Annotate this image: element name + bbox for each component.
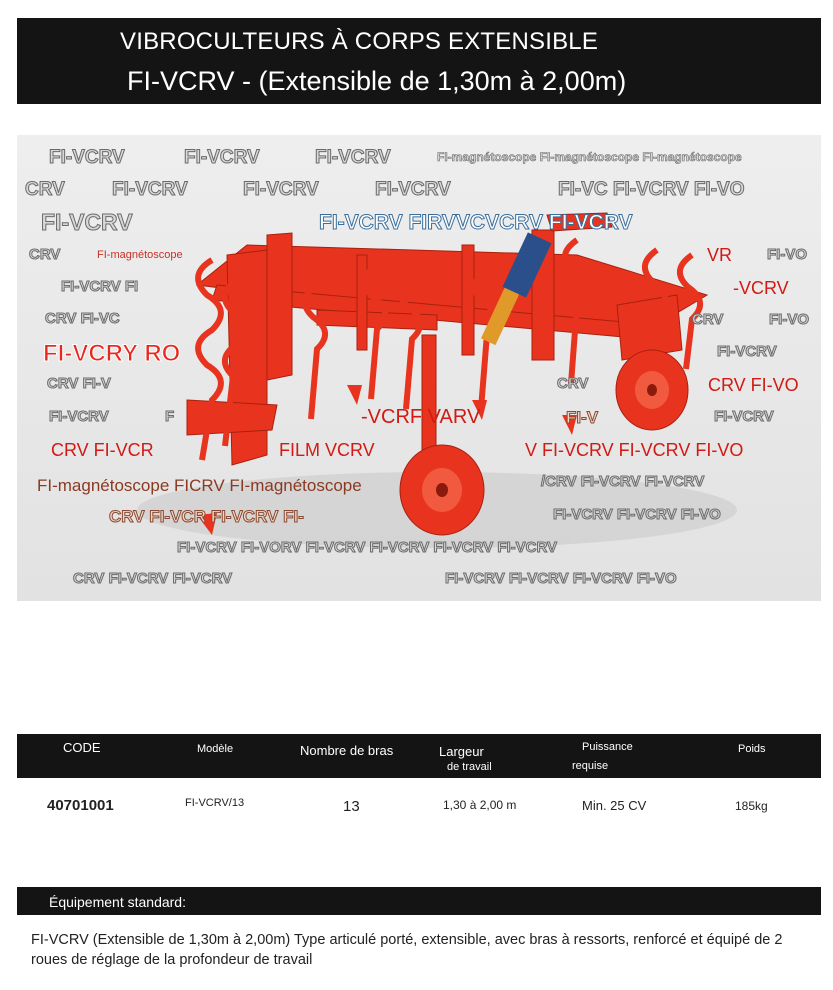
watermark-text: FI-magnétoscope FICRV FI-magnétoscope [37,476,362,495]
spec-table-header [17,734,821,778]
column-header-model: Modèle [197,743,234,755]
watermark-text: FI-VCRV [315,147,391,168]
column-header-code: CODE [63,740,101,755]
column-header-power: Puissance [582,741,633,753]
watermark-text: FI-VCRV [184,147,260,168]
watermark-text: FI-VCRV [49,147,125,168]
watermark-text: F [165,408,175,425]
watermark-text: -VCRV [733,278,789,298]
column-header-power-sub: requise [572,760,609,772]
watermark-text: FI-VCRV FI-VORV FI-VCRV FI-VCRV FI-VCRV FI-VCRV [177,539,558,556]
product-photo [17,135,821,601]
watermark-text: VR [707,245,733,265]
watermark-text: FILM VCRV [279,440,375,460]
column-header-width-sub: de travail [447,761,492,773]
watermark-text: CRV [557,375,589,392]
watermark-text: /CRV FI-VCRV FI-VCRV [541,473,705,490]
watermark-text: FI-VO [767,246,807,263]
watermark-text: FI-VCRV [112,179,188,200]
watermark-text: FI-VCRV [375,179,451,200]
watermark-text: CRV FI-VO [708,375,799,395]
watermark-text: CRV [29,246,61,263]
equipment-label: Équipement standard: [49,894,186,910]
cell-width: 1,30 à 2,00 m [443,798,517,812]
watermark-text: FI-VCRV FIRVVCVCRV FI-VCRV [319,211,633,234]
cell-code: 40701001 [47,797,114,814]
watermark-text: CRV FI-VCR [51,440,154,460]
watermark-text: FI-VC FI-VCRV FI-VO [558,179,745,200]
equipment-header [17,887,821,915]
watermark-text: FI-VCRV FI-VCRV FI-VO [553,506,721,523]
watermark-text: FI-VCRV FI [61,278,139,295]
cultivator-illustration [17,135,821,601]
cell-arms: 13 [343,798,360,815]
title-banner [17,18,821,104]
column-header-width: Largeur [439,744,484,759]
watermark-text: FI-VO [769,311,809,328]
cell-model: FI-VCRV/13 [185,797,245,809]
page-subtitle: FI-VCRV - (Extensible de 1,30m à 2,00m) [127,66,627,96]
watermark-text: CRV [692,311,724,328]
watermark-text: FI-VCRV [49,408,109,425]
watermark-text: CRV FI-VCRV FI-VCRV [73,570,233,587]
watermark-text: FI-VCRV FI-VCRV FI-VCRV FI-VO [445,570,677,587]
watermark-text: FI-VCRV [714,408,774,425]
watermark-text: FI-VCRV [41,209,133,235]
page-title: VIBROCULTEURS À CORPS EXTENSIBLE [120,28,599,55]
column-header-weight: Poids [738,743,766,755]
watermark-text: FI-VCRV [243,179,319,200]
watermark-text: CRV FI-V [47,375,111,392]
watermark-text: CRV FI-VC [45,310,120,327]
watermark-text: FI-VCRY RO [43,340,181,367]
watermark-text: FI-V [566,408,599,427]
watermark-text: FI-VCRV [717,343,777,360]
cell-power: Min. 25 CV [582,798,647,813]
watermark-text: CRV FI-VCR FI-VCRV FI- [109,507,304,526]
cell-weight: 185kg [735,799,768,813]
watermark-text: V FI-VCRV FI-VCRV FI-VO [525,440,744,460]
watermark-text: FI-magnétoscope FI-magnétoscope FI-magnétoscope [437,150,742,164]
watermark-text: FI-magnétoscope [97,249,183,261]
watermark-text: -VCRF VARV [361,406,481,428]
watermark-text: CRV [25,179,65,200]
column-header-arms: Nombre de bras [300,743,394,758]
equipment-description: FI-VCRV (Extensible de 1,30m à 2,00m) Type articulé porté, extensible, avec bras à ressorts, renforcé et équipé de 2 roues de réglage de la profondeur de travail [31,932,783,968]
